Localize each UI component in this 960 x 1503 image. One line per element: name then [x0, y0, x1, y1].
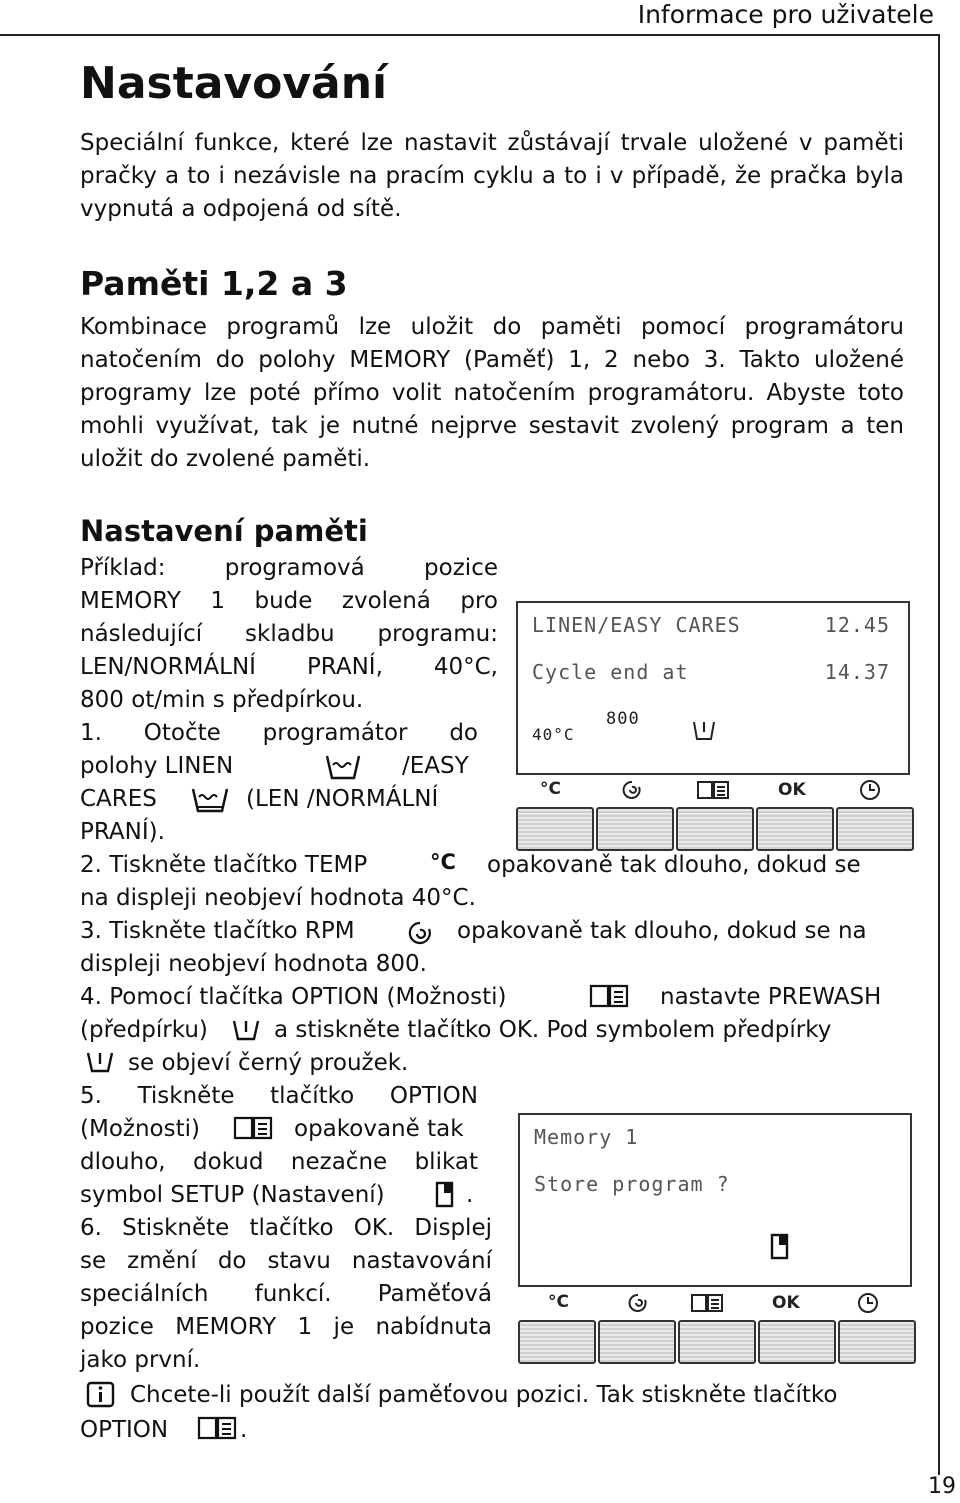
ok-button[interactable] [756, 807, 834, 851]
page-title: Nastavování [80, 58, 388, 109]
clock-icon [858, 778, 882, 802]
thermometer-icon: °C [430, 850, 456, 874]
setup-line: LEN/NORMÁLNÍ PRANÍ, 40°C, [80, 654, 498, 680]
lcd-cycle-end-label: Cycle end at [532, 660, 689, 684]
step-5-text: opakovaně tak [294, 1116, 464, 1142]
ok-button-icon: OK [778, 780, 806, 800]
section-header: Informace pro uživatele [637, 0, 934, 29]
step-4-text: (předpírku) [80, 1017, 208, 1043]
step-2-text: 2. Tiskněte tlačítko TEMP [80, 852, 368, 878]
setup-line: 800 ot/min s předpírkou. [80, 687, 364, 713]
lcd-duration: 12.45 [824, 613, 890, 637]
control-buttons-1 [516, 807, 914, 851]
ok-button[interactable] [758, 1320, 836, 1364]
spin-button[interactable] [596, 807, 674, 851]
prewash-icon [690, 719, 718, 743]
info-note: . [240, 1417, 248, 1443]
page-number: 19 [928, 1474, 956, 1499]
delay-button[interactable] [836, 807, 914, 851]
step-6-text: jako první. [80, 1347, 201, 1373]
option-button[interactable] [676, 807, 754, 851]
option-book-icon [588, 983, 632, 1009]
option-book-icon [690, 1293, 726, 1313]
temp-button[interactable] [516, 807, 594, 851]
step-2-text: opakovaně tak dlouho, dokud se [487, 852, 861, 878]
setup-line: následující skladbu programu: [80, 621, 498, 647]
temp-button-icon: °C [540, 779, 561, 799]
memories-paragraph: Kombinace programů lze uložit do paměti pomocí programátoru natočením do polohy MEMORY (Paměť) 1, 2 nebo 3. Takto uložené programy lze poté přímo volit natočením programátoru. Abyste toto mohli využívat, tak je nutné nejprve sestavit zvolený program a ten uložit do zvolené paměti. [80, 314, 904, 472]
step-4-text: a stiskněte tlačítko OK. Pod symbolem předpírky [274, 1017, 832, 1043]
step-5-text: dlouho, dokud nezačne blikat [80, 1149, 478, 1175]
linen-wash-icon [323, 753, 363, 781]
lcd-display-2 [518, 1113, 912, 1287]
control-buttons-2 [518, 1320, 916, 1364]
step-5-text: (Možnosti) [80, 1116, 200, 1142]
info-note: Chcete-li použít další paměťovou pozici. Tak stiskněte tlačítko [130, 1382, 838, 1408]
step-1-text: polohy LINEN [80, 753, 234, 779]
margin-rule [938, 34, 940, 1475]
step-1-text: (LEN /NORMÁLNÍ [246, 786, 439, 812]
option-button[interactable] [678, 1320, 756, 1364]
step-4-text: se objeví černý proužek. [128, 1050, 409, 1076]
step-4-text: 4. Pomocí tlačítka OPTION (Možnosti) [80, 984, 507, 1010]
setup-line: MEMORY 1 bude zvolená pro [80, 588, 498, 614]
memories-heading: Paměti 1,2 a 3 [80, 264, 348, 303]
temp-button[interactable] [518, 1320, 596, 1364]
option-book-icon [696, 780, 732, 800]
header-rule [0, 34, 940, 36]
clock-icon [856, 1291, 880, 1315]
lcd-cycle-end-time: 14.37 [824, 660, 890, 684]
spin-icon [620, 778, 644, 802]
lcd-temperature: 40°C [532, 725, 575, 744]
step-3-text: 3. Tiskněte tlačítko RPM [80, 918, 355, 944]
step-5-text: 5. Tiskněte tlačítko OPTION [80, 1083, 478, 1109]
step-3-text: displeji neobjeví hodnota 800. [80, 951, 427, 977]
temp-button-icon: °C [548, 1292, 569, 1312]
setup-line: Příklad: programová pozice [80, 555, 498, 581]
spin-icon [626, 1291, 650, 1315]
lcd-program-name: LINEN/EASY CARES [532, 613, 741, 637]
step-1-line: 1. Otočte programátor do [80, 720, 478, 746]
delay-button[interactable] [838, 1320, 916, 1364]
lcd-rpm: 800 [606, 709, 640, 729]
option-book-icon [196, 1415, 240, 1441]
info-note: OPTION [80, 1417, 169, 1443]
spin-button[interactable] [598, 1320, 676, 1364]
step-6-text: speciálních funkcí. Paměťová [80, 1281, 492, 1307]
step-4-text: nastavte PREWASH [660, 984, 882, 1010]
step-6-text: pozice MEMORY 1 je nabídnuta [80, 1314, 492, 1340]
step-1-text: PRANÍ). [80, 819, 165, 845]
lcd-store-prompt: Store program ? [534, 1172, 730, 1196]
step-5-text: . [466, 1182, 474, 1208]
info-icon [86, 1381, 116, 1409]
step-1-text: CARES [80, 786, 157, 812]
spin-icon [405, 918, 435, 946]
step-6-text: se změní do stavu nastavování [80, 1248, 492, 1274]
easy-cares-wash-icon [189, 786, 231, 814]
option-book-icon [232, 1115, 276, 1141]
step-2-text: na displeji neobjeví hodnota 40°C. [80, 885, 476, 911]
lcd-memory-label: Memory 1 [534, 1125, 639, 1149]
step-3-text: opakovaně tak dlouho, dokud se na [457, 918, 867, 944]
step-5-text: symbol SETUP (Nastavení) [80, 1182, 385, 1208]
lcd-display-1 [516, 601, 910, 775]
setup-icon [434, 1181, 456, 1209]
prewash-icon [84, 1049, 116, 1075]
prewash-icon [230, 1017, 262, 1043]
ok-button-icon: OK [772, 1293, 800, 1313]
step-1-text: /EASY [402, 753, 469, 779]
intro-paragraph: Speciální funkce, které lze nastavit zůstávají trvale uložené v paměti pračky a to i nezávisle na pracím cyklu a to i v případě, že pračka byla vypnutá a odpojená od sítě. [80, 130, 904, 222]
setup-heading: Nastavení paměti [80, 514, 368, 548]
step-6-text: 6. Stiskněte tlačítko OK. Displej [80, 1215, 492, 1241]
setup-icon [770, 1233, 790, 1261]
